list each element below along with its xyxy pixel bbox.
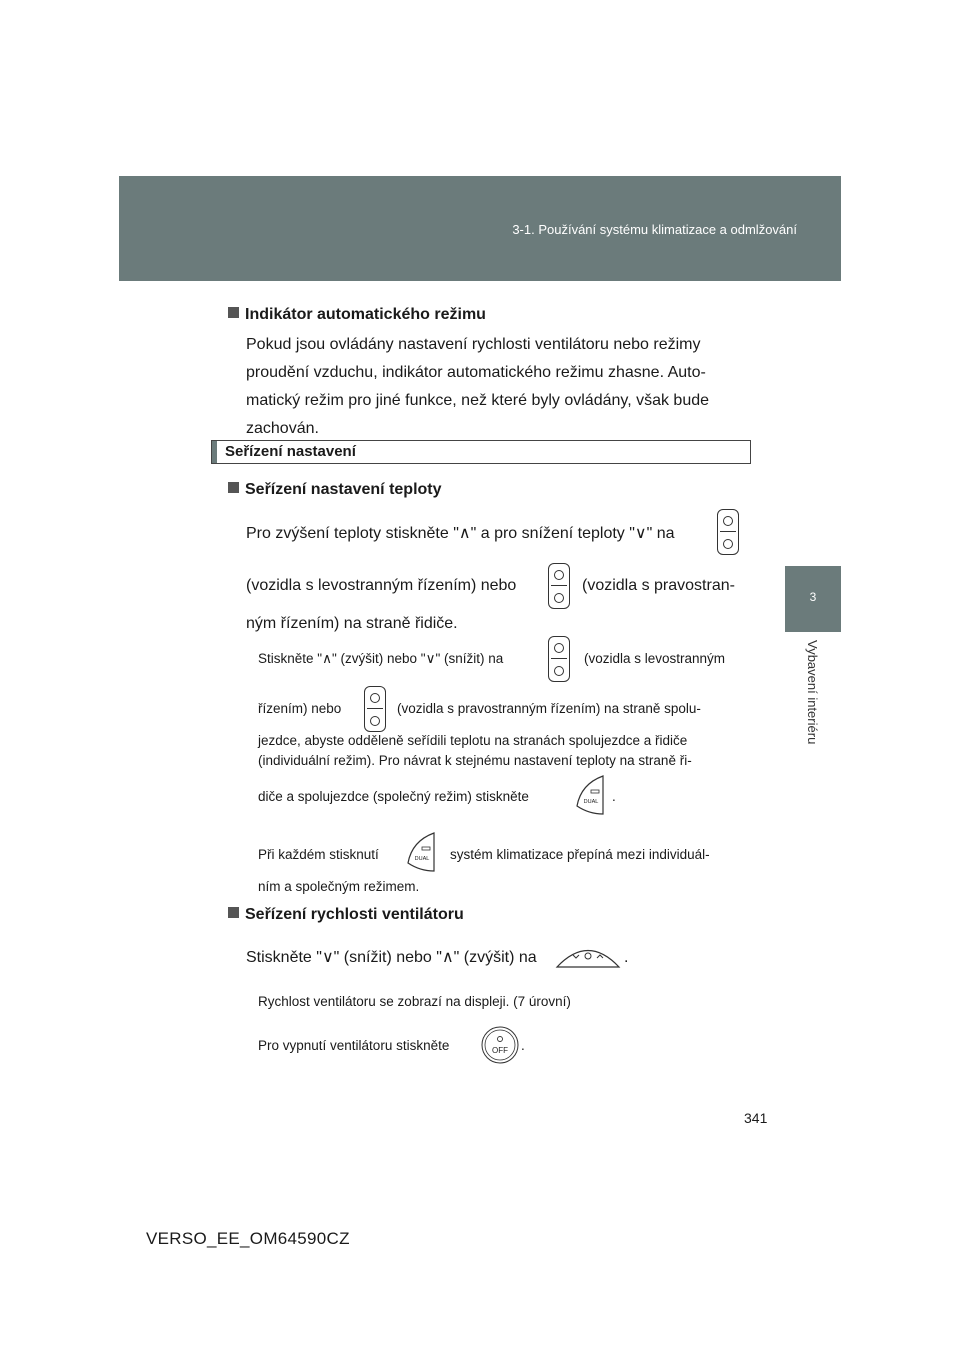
temp-line-1: Pro zvýšení teploty stiskněte "∧" a pro snížení teploty "∨" na	[246, 525, 675, 542]
page-number: 341	[744, 1110, 768, 1126]
section-title: Seřízení nastavení	[225, 443, 356, 460]
note-line: Pro vypnutí ventilátoru stiskněte	[258, 1038, 450, 1053]
para-line: zachován.	[246, 420, 319, 437]
heading-auto-indicator: Indikátor automatického režimu	[228, 306, 486, 324]
note-line: (individuální režim). Pro návrat k stejnému nastavení teploty na straně ři-	[258, 753, 692, 768]
chapter-side-label	[785, 640, 841, 770]
fan-line-1a: Stiskněte "∨" (snížit) nebo "∧" (zvýšit) na	[246, 949, 537, 966]
svg-text:OFF: OFF	[492, 1046, 508, 1055]
chapter-tab-number: 3	[809, 590, 817, 604]
chapter-side-label-text: Vybavení interiéru	[805, 640, 820, 745]
note-line: jezdce, abyste odděleně seřídili teplotu na stranách spolujezdce a řidiče	[258, 733, 688, 748]
note-line: (vozidla s pravostranným řízením) na straně spolu-	[397, 701, 701, 716]
note-line: ním a společným režimem.	[258, 879, 420, 894]
bullet-square-icon	[228, 907, 239, 918]
note-line: systém klimatizace přepíná mezi individuál-	[450, 847, 710, 862]
temp-line-2b: (vozidla s pravostran-	[582, 577, 735, 594]
temp-button-icon	[548, 563, 570, 609]
fan-off-button-icon	[481, 1026, 519, 1064]
heading-temperature: Seřízení nastavení teploty	[228, 481, 442, 499]
note-line: Stiskněte "∧" (zvýšit) nebo "∨" (snížit) na	[258, 651, 504, 666]
dual-button-icon	[575, 774, 605, 816]
note-line: .	[521, 1038, 525, 1053]
note-line: Rychlost ventilátoru se zobrazí na displeji. (7 úrovní)	[258, 994, 571, 1009]
note-line: Při každém stisknutí	[258, 847, 379, 862]
dual-button-icon	[406, 831, 436, 873]
fan-speed-button-icon	[555, 940, 621, 970]
svg-text:DUAL: DUAL	[414, 856, 430, 862]
note-line: .	[612, 789, 616, 804]
section-title-box	[211, 440, 751, 464]
temp-button-icon	[717, 509, 739, 555]
bullet-square-icon	[228, 307, 239, 318]
temp-line-3: ným řízením) na straně řidiče.	[246, 615, 458, 632]
para-line: proudění vzduchu, indikátor automatického režimu zhasne. Auto-	[246, 364, 706, 381]
temp-button-icon	[548, 636, 570, 682]
note-line: řízením) nebo	[258, 701, 342, 716]
section-title-bar	[212, 441, 217, 463]
chapter-tab	[785, 566, 841, 632]
temp-line-2a: (vozidla s levostranným řízením) nebo	[246, 577, 517, 594]
temp-button-icon	[364, 686, 386, 732]
note-line: (vozidla s levostranným	[584, 651, 726, 666]
chapter-header	[119, 176, 841, 281]
fan-line-1b: .	[624, 949, 629, 966]
svg-text:DUAL: DUAL	[583, 799, 599, 805]
chapter-title: 3-1. Používání systému klimatizace a odmlžování	[512, 222, 797, 237]
para-line: Pokud jsou ovládány nastavení rychlosti ventilátoru nebo režimy	[246, 336, 701, 353]
bullet-square-icon	[228, 482, 239, 493]
document-code: VERSO_EE_OM64590CZ	[146, 1229, 350, 1248]
para-line: matický režim pro jiné funkce, než které byly ovládány, však bude	[246, 392, 710, 409]
heading-fan-speed: Seřízení rychlosti ventilátoru	[228, 906, 464, 924]
note-line: diče a spolujezdce (společný režim) stiskněte	[258, 789, 529, 804]
